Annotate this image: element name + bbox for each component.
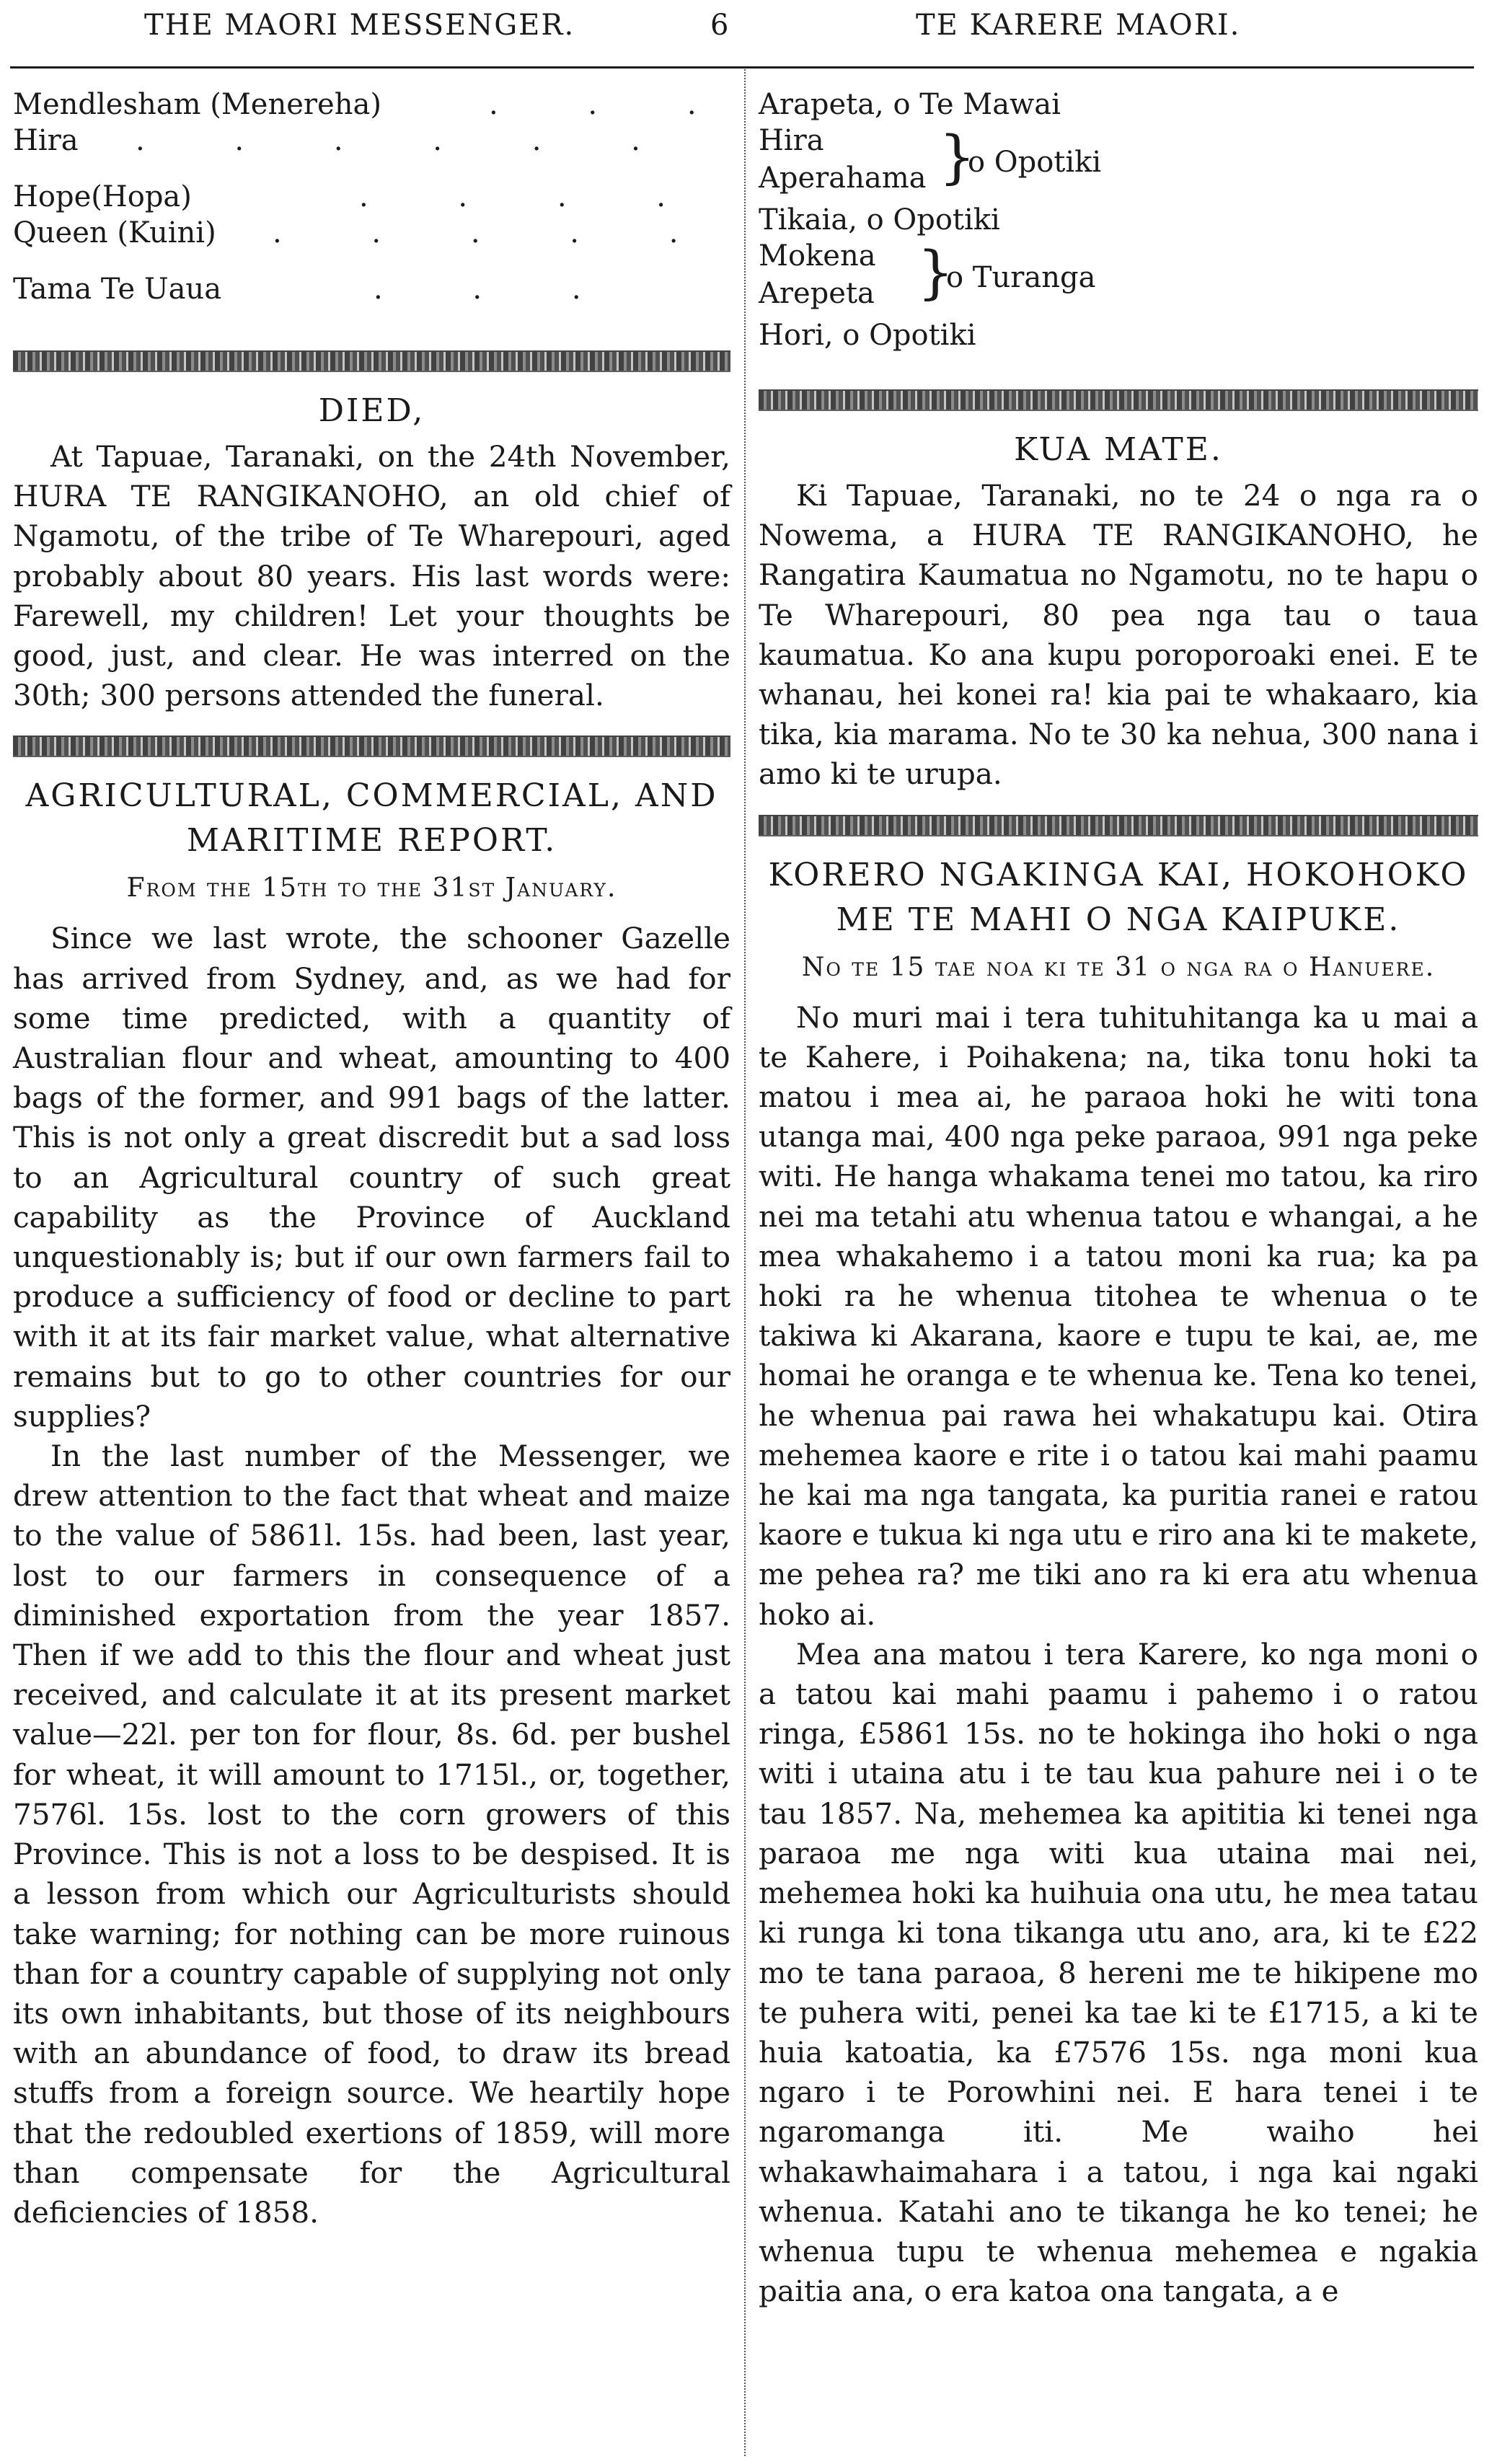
brace-group <box>759 238 1478 317</box>
list-item-name: Hira <box>759 124 824 157</box>
list-item-name: Hira <box>13 124 79 157</box>
list-item-name: Mendlesham (Menereha) <box>13 88 381 121</box>
report-subheading: No te 15 tae noa ki te 31 o nga ra o Hanuere. <box>801 952 1436 982</box>
report-heading-line1: AGRICULTURAL, COMMERCIAL, AND <box>25 777 718 815</box>
list-item-name: Aperahama <box>759 162 927 195</box>
report-paragraph: Mea ana matou i tera Karere, ko nga moni o a tatou kai mahi paamu i pahemo i o ratou ringa, £5861 15s. no te hokinga iho hoki o nga witi i utaina atu i te tau kua pahure nei i o te tau 1857. Na, mehemea ka apititia ki tenei nga paraoa me nga witi kua utaina mai nei, mehemea hoki ka huihuia ona utu, he mea tatau ki runga ki tona tikanga utu ano, ara, ki te £22 mo te tana paraoa, 8 hereni me te hikipene mo te puhera witi, penei ka tae ki te £1715, a ki te huia katoatia, ka £7576 15s. nga moni kua ngaro i te Porowhini nei. E hara tenei i te ngaromanga iti. Me waiho hei whakawhaimahara i a tatou, i nga kai ngaki whenua. Katahi ano te tikanga he ko tenei; he whenua tupu te whenua mehemea e ngakia paitia ana, o era katoa ona tangata, a e <box>759 1636 1478 2309</box>
english-column <box>13 87 737 2233</box>
report-paragraph: In the last number of the Messenger, we drew attention to the fact that wheat and maize to the value of 5861l. 15s. had been, last year, lost to our farmers in consequence of a diminished exportation from the year 1857. Then if we add to this the flour and wheat just received, and calculate it at its present market value—22l. per ton for flour, 8s. 6d. per bushel for wheat, it will amount to 1715l., or, together, 7576l. 15s. lost to the corn growers of this Province. This is not a loss to be despised. It is a lesson from which our Agriculturists should take warning; for nothing can be more ruinous than for a country capable of supplying not only its own inhabitants, but those of its neighbours with an abundance of food, to draw its bread stuffs from a foreign source. We heartily hope that the redoubled exertions of 1859, will more than compensate for the Agricultural deficiencies of 1858. <box>13 1439 730 2230</box>
maori-column <box>759 87 1478 2311</box>
report-paragraph: Since we last wrote, the schooner Gazelle has arrived from Sydney, and, as we had for some time predicted, with a quantity of Australian flour and wheat, amounting to 400 bags of the former, and 991 bags of the latter. This is not only a great discredit but a sad loss to an Agricultural country of such great capability as the Province of Auckland unquestionably is; but if our own farmers fail to produce a sufficiency of food or decline to part with it at its fair market value, what alternative remains but to go to other countries for our supplies? <box>13 921 730 1434</box>
obituary-text: At Tapuae, Taranaki, on the 24th November, HURA TE RANGIKANOHO, an old chief of Ngamotu, of the tribe of Te Wharepouri, aged probably about 80 years. His last words were: Farewell, my children! Let your thoughts be good, just, and clear. He was interred on the 30th; 300 persons attended the funeral. <box>13 439 730 713</box>
list-item-name: Arepeta <box>759 277 875 310</box>
report-heading-line1: KORERO NGAKINGA KAI, HOKOHOKO <box>768 856 1469 893</box>
ornamental-rule <box>13 350 730 372</box>
brace-group <box>759 123 1478 202</box>
list-item <box>13 87 737 123</box>
leader-dots: . . . . . <box>273 216 719 250</box>
header-maori-title: TE KARERE MAORI. <box>916 9 1241 42</box>
ship-list-maori <box>759 87 1478 353</box>
list-item-name: Arapeta, o Te Mawai <box>759 88 1061 121</box>
list-item-name: Tikaia, o Opotiki <box>759 203 1000 237</box>
ship-list-english <box>13 87 737 307</box>
ornamental-rule <box>759 389 1478 411</box>
report-subheading: From the 15th to the 31st January. <box>126 873 617 904</box>
list-item-name: Hope(Hopa) <box>13 180 192 213</box>
brace-place: o Opotiki <box>968 146 1102 179</box>
ornamental-rule <box>13 736 730 757</box>
leader-dots: . . . <box>489 88 737 121</box>
list-item <box>13 179 730 215</box>
brace-glyph: } <box>917 239 954 306</box>
list-item <box>759 202 1478 238</box>
leader-dots: . . . . . . <box>136 124 681 157</box>
list-item <box>759 317 1478 353</box>
report-paragraph: No muri mai i tera tuhituhitanga ka u mai a te Kahere, i Poihakena; na, tika tonu hoki ta matou i mea ai, he paraoa hoki he witi tona utanga mai, 400 nga peke paraoa, 991 nga peke witi. He hanga whakama tenei mo tatou, ka riro nei ma tetahi atu whenua tatou e whangai, a he mea whakahemo i a tatou moni ka rua; ka pa hoki ra he whenua titohea te whenua o te takiwa ki Akarana, kaore e tupu te kai, ae, me homai he oranga e te whenua ke. Tena ko tenei, he whenua pai rawa hei whakatupu kai. Otira mehemea kaore e rite i o tatou kai mahi paamu he kai ma nga tangata, ka puritia ranei e ratou kaore e tukua ki nga utu e riro ana ki te makete, me pehea ra? me tiki ano ra ki era atu whenua hoko ai. <box>759 999 1478 1632</box>
header-english-title: THE MAORI MESSENGER. <box>144 9 575 42</box>
list-item-name: Queen (Kuini) <box>13 216 216 250</box>
list-item-name: Mokena <box>759 239 876 273</box>
brace-place: o Turanga <box>946 261 1096 294</box>
list-item <box>759 87 1478 123</box>
leader-dots: . . . <box>374 273 622 306</box>
page-number: 6 <box>710 9 729 42</box>
list-item <box>13 123 730 159</box>
ornamental-rule <box>759 815 1478 836</box>
list-item <box>13 271 730 307</box>
report-heading-line2: ME TE MAHI O NGA KAIPUKE. <box>836 901 1401 938</box>
column-divider <box>744 69 747 2456</box>
header-rule <box>10 66 1474 69</box>
report-heading-line2: MARITIME REPORT. <box>186 822 557 860</box>
died-heading: KUA MATE. <box>1014 431 1223 468</box>
list-item <box>13 215 730 251</box>
brace-glyph: } <box>939 123 976 190</box>
obituary-text: Ki Tapuae, Taranaki, no te 24 o nga ra o Nowema, a HURA TE RANGIKANOHO, he Rangatira Kaumatua no Ngamotu, no te hapu o Te Wharepouri, 80 pea nga tau o taua kaumatua. Ko ana kupu poroporoaki enei. E te whanau, hei konei ra! kia pai te whakaaro, kia tika, kia marama. No te 30 ka nehua, 300 nana i amo ki te urupa. <box>759 478 1478 792</box>
running-header <box>0 4 1497 48</box>
died-heading: DIED, <box>318 392 425 429</box>
list-item-name: Tama Te Uaua <box>13 273 222 306</box>
leader-dots: . . . . <box>359 180 707 213</box>
list-item-name: Hori, o Opotiki <box>759 319 976 352</box>
